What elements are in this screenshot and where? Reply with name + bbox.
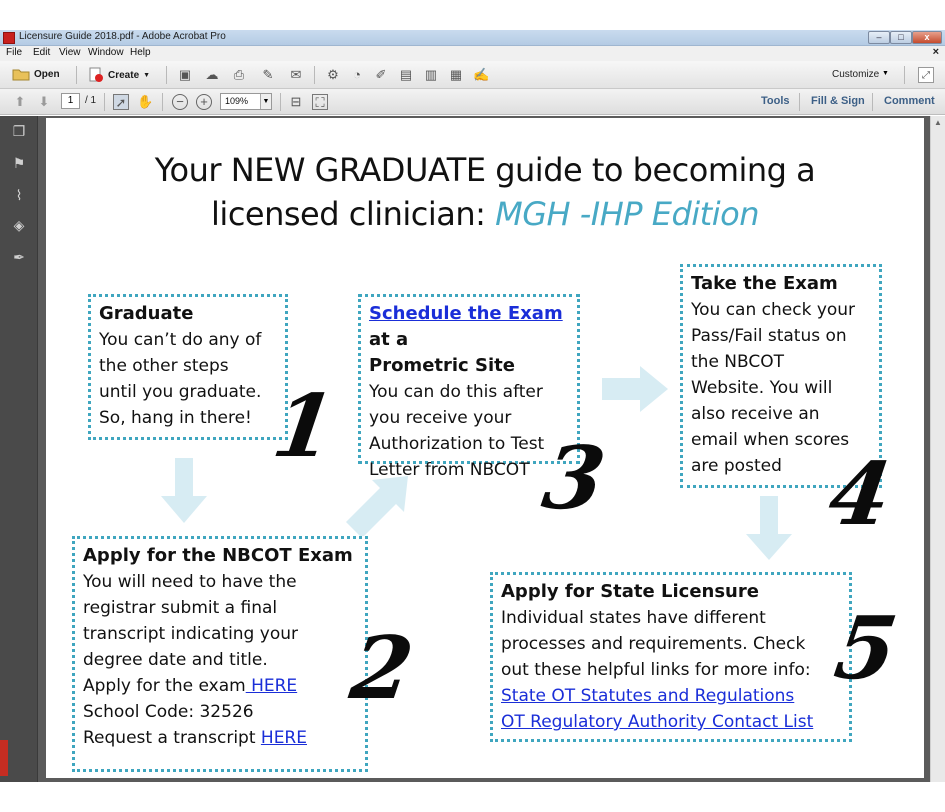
save-icon[interactable]: ▣ [178,67,192,82]
menu-edit[interactable]: Edit [33,47,51,58]
apply-exam-link[interactable]: HERE [245,676,298,696]
step-apply-nbcot-line: registrar submit a final [83,598,278,618]
window-title: Licensure Guide 2018.pdf - Adobe Acrobat Pro [19,31,226,42]
step-number-3: 3 [536,428,612,529]
schedule-exam-link[interactable]: Schedule the Exam [369,303,563,324]
main-toolbar [0,61,945,89]
step-state-licensure-line: Individual states have different [501,608,766,628]
ot-regulatory-authority-link[interactable]: OT Regulatory Authority Contact List [501,712,814,732]
schedule-title-rest: at a [369,329,409,350]
arrow-down-1 [161,458,207,523]
title-bar [0,30,945,46]
chevron-down-icon[interactable]: ▼ [260,94,271,109]
step-number-5: 5 [828,598,904,699]
step-graduate-line: the other steps [99,356,229,376]
step-take-exam-line: are posted [691,456,782,476]
edit-icon[interactable]: ✎ [262,67,274,82]
minimize-button[interactable]: – [868,31,890,44]
vertical-scrollbar[interactable] [930,116,945,782]
email-icon[interactable]: ✉ [290,67,302,82]
page-number-input[interactable]: 1 [61,93,80,109]
title-edition: MGH -IHP Edition [495,195,759,233]
combine-icon[interactable]: ▥ [424,67,438,82]
arrow-up-right [346,476,408,536]
step-take-exam-line: email when scores [691,430,850,450]
chevron-down-icon[interactable]: ▼ [882,70,889,77]
step-graduate-line: until you graduate. [99,382,262,402]
next-page-icon[interactable]: ⬇ [38,94,50,109]
arrow-right [602,366,668,412]
zoom-in-icon[interactable]: + [196,94,212,110]
menu-window[interactable]: Window [88,47,124,58]
highlight-icon[interactable]: ✐ [375,67,387,82]
title-line-1: Your NEW GRADUATE guide to becoming a [154,151,816,189]
step-apply-nbcot-line: degree date and title. [83,650,268,670]
step-schedule-line: Letter from NBCOT [369,460,530,480]
attach-icon[interactable]: ▤ [399,67,413,82]
step-graduate-box [88,294,288,440]
zoom-out-icon[interactable]: − [172,94,188,110]
close-button[interactable]: x [912,31,942,44]
print-icon[interactable]: ⎙ [233,67,245,82]
school-code: School Code: 32526 [83,702,254,722]
folder-icon [12,67,30,81]
zoom-value: 109% [225,96,249,106]
tab-fill-sign[interactable]: Fill & Sign [811,95,865,107]
title-line-2 [46,192,924,236]
create-pdf-icon [88,67,104,83]
step-apply-nbcot-line: You will need to have the [83,572,297,592]
create-label: Create [108,69,140,81]
maximize-button[interactable]: □ [890,31,912,44]
signatures-icon[interactable]: ✒ [13,249,25,265]
navigation-toolbar [0,89,945,115]
menu-help[interactable]: Help [130,47,151,58]
create-button[interactable] [88,67,150,83]
navigation-pane [0,116,38,782]
previous-page-icon[interactable]: ⬆ [14,94,26,109]
fit-page-icon[interactable]: ⊟ [290,94,302,109]
zoom-select[interactable] [220,93,272,110]
apply-exam-text: Apply for the exam [83,676,246,696]
step-graduate-title: Graduate [99,303,194,324]
page-title [46,148,924,236]
step-take-exam-title: Take the Exam [691,273,838,294]
step-number-4: 4 [822,444,898,545]
expand-icon[interactable]: ⤢ [918,67,934,83]
step-schedule-line: Authorization to Test [369,434,545,454]
step-take-exam-line: also receive an [691,404,820,424]
pdf-page [46,118,924,778]
step-take-exam-line: the NBCOT [691,352,785,372]
settings-icon[interactable]: ⚙ [327,67,339,82]
menu-bar [0,46,945,61]
full-screen-icon[interactable]: ⛶ [312,94,328,110]
step-apply-nbcot-title: Apply for the NBCOT Exam [83,545,353,566]
step-number-1: 1 [266,376,342,477]
step-state-licensure-line: processes and requirements. Check [501,634,806,654]
attachments-icon[interactable]: ⌇ [15,187,23,203]
select-cursor-icon[interactable]: ➚ [113,94,129,110]
chevron-down-icon: ▼ [143,71,151,79]
page-total: / 1 [85,95,97,106]
scroll-up-icon[interactable]: ▲ [934,118,942,127]
acrobat-icon [3,32,15,44]
state-ot-statutes-link[interactable]: State OT Statutes and Regulations [501,686,795,706]
menu-view[interactable]: View [59,47,81,58]
tab-comment[interactable]: Comment [884,95,935,107]
export-icon[interactable]: ▦ [449,67,463,82]
sign-icon[interactable]: ✍ [473,67,490,82]
step-take-exam-line: Pass/Fail status on [691,326,847,346]
step-state-licensure-title: Apply for State Licensure [501,581,759,602]
status-area [0,782,945,812]
step-graduate-line: So, hang in there! [99,408,252,428]
step-schedule-box [358,294,580,480]
comment-bubble-icon[interactable]: ◔ [353,67,361,82]
step-take-exam-line: You can check your [691,300,856,320]
transcript-link[interactable]: HERE [260,728,307,748]
open-label: Open [34,68,60,80]
hand-tool-icon[interactable]: ✋ [137,94,154,109]
open-button[interactable] [12,67,60,81]
step-number-2: 2 [344,618,420,719]
bookmarks-icon[interactable]: ⚑ [12,155,26,171]
upload-cloud-icon[interactable]: ☁ [205,67,219,82]
step-schedule-title-line2: Prometric Site [369,355,515,376]
step-apply-nbcot-box [72,536,368,772]
tab-tools[interactable]: Tools [761,95,790,107]
background-edge [0,740,8,776]
step-take-exam-line: Website. You will [691,378,833,398]
transcript-text: Request a transcript [83,728,261,748]
page-thumbnails-icon[interactable]: ❐ [12,123,26,139]
step-graduate-line: You can’t do any of [99,330,262,350]
step-state-licensure-line: out these helpful links for more info: [501,660,811,680]
step-schedule-line: you receive your [369,408,512,428]
title-prefix: licensed clinician: [211,195,496,233]
arrow-down-2 [746,496,792,560]
apply-exam-line [83,673,357,699]
step-schedule-line: You can do this after [369,382,543,402]
step-schedule-title [369,301,569,353]
layers-icon[interactable]: ◈ [13,217,25,233]
document-close-icon[interactable]: × [932,46,939,58]
customize-label[interactable]: Customize [832,69,880,80]
transcript-line [83,725,357,751]
menu-file[interactable]: File [6,47,23,58]
step-state-licensure-box [490,572,852,742]
step-apply-nbcot-line: transcript indicating your [83,624,298,644]
